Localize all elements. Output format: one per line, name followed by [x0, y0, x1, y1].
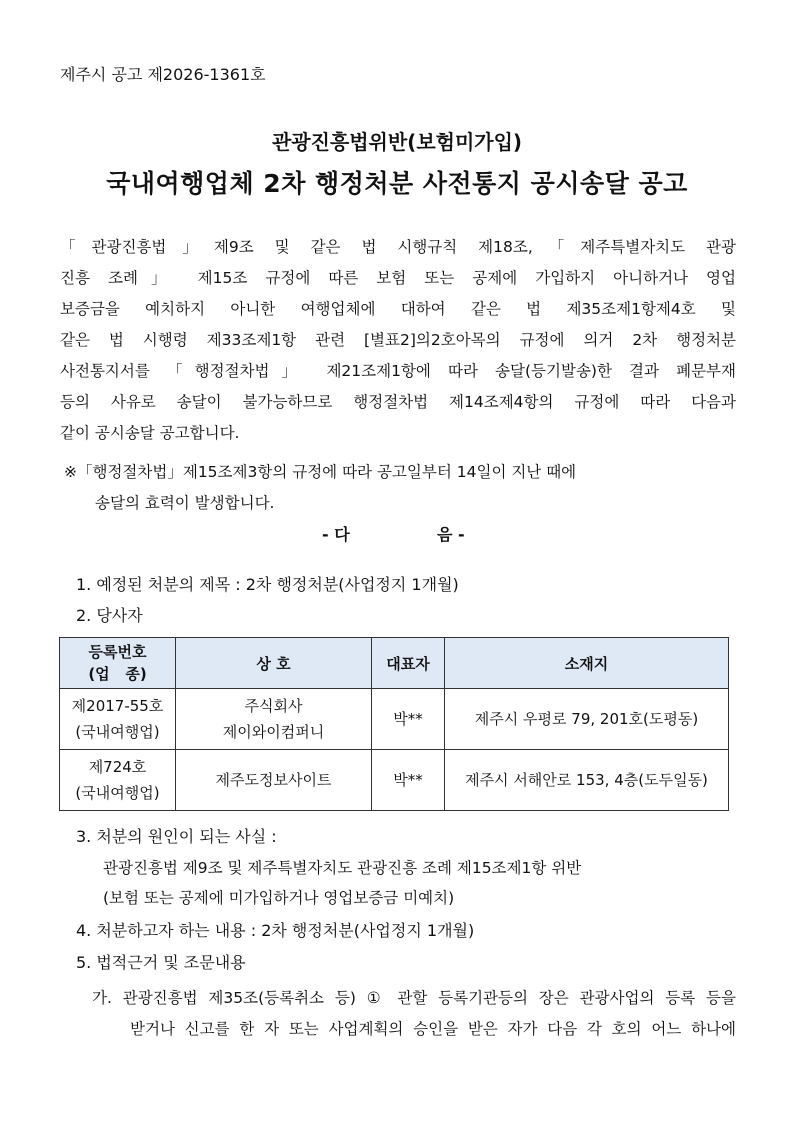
dagum-right: 음 - [437, 525, 465, 544]
header-registration-line2: (업 종) [88, 665, 147, 683]
cell-registration [60, 689, 176, 750]
cell-registration [60, 750, 176, 811]
header-address: 소재지 [445, 638, 729, 689]
item-3-cause: 3. 처분의 원인이 되는 사실 : [76, 827, 277, 846]
note-line: 송달의 효력이 발생합니다. [95, 494, 275, 512]
item-4-content: 4. 처분하고자 하는 내용 : 2차 행정처분(사업정지 1개월) [76, 921, 475, 940]
body-line: 등의 사유로 송달이 불가능하므로 행정절차법 제14조제4항의 규정에 따라 다음과 [60, 393, 736, 411]
body-line: 보증금을 예치하지 아니한 여행업체에 대하여 같은 법 제35조제1항제4호 및 [60, 300, 736, 318]
legal-basis-text [92, 983, 736, 1045]
note-line: ※「행정절차법」제15조제3항의 규정에 따라 공고일부터 14일이 지난 때에 [64, 463, 577, 481]
dagum-left: - 다 [322, 525, 350, 544]
table-row [60, 689, 729, 750]
business-type: (국내여행업) [75, 723, 160, 741]
item-2-parties: 2. 당사자 [76, 606, 143, 625]
business-name-line2: 제이와이컴퍼니 [222, 723, 325, 741]
body-line: 「관광진흥법」제9조 및 같은 법 시행규칙 제18조,「제주특별자치도 관광 [60, 238, 736, 256]
page-title: 국내여행업체 2차 행정처분 사전통지 공시송달 공고 [106, 169, 688, 198]
law-line: 가. 관광진흥법 제35조(등록취소 등) ① 관할 등록기관등의 장은 관광사업의 등록 등을 [92, 989, 736, 1007]
title-subheading: 관광진흥법위반(보험미가입) [271, 130, 523, 154]
table-header-row [60, 638, 729, 689]
header-business-name: 상 호 [176, 638, 372, 689]
item-3-detail-line1: 관광진흥법 제9조 및 제주특별자치도 관광진흥 조례 제15조제1항 위반 [103, 859, 582, 877]
item-5-legal-basis: 5. 법적근거 및 조문내용 [76, 953, 246, 972]
cell-representative: 박** [372, 750, 445, 811]
body-line: 같은 법 시행령 제33조제1항 관련 [별표2]의2호아목의 규정에 의거 2차 행정처분 [60, 331, 736, 349]
notice-number: 제주시 공고 제2026-1361호 [60, 65, 266, 84]
body-line: 사전통지서를 「행정절차법」 제21조제1항에 따라 송달(등기발송)한 결과 폐문부재 [60, 362, 736, 380]
item-3-detail-line2: (보험 또는 공제에 미가입하거나 영업보증금 미예치) [103, 889, 455, 907]
header-registration-line1: 등록번호 [88, 643, 147, 661]
business-name-line1: 제주도정보사이트 [215, 771, 332, 789]
body-line: 진흥 조례」 제15조 규정에 따른 보험 또는 공제에 가입하지 아니하거나 영업 [60, 269, 736, 287]
registration-number: 제2017-55호 [71, 697, 164, 715]
header-representative: 대표자 [372, 638, 445, 689]
registration-number: 제724호 [88, 758, 147, 776]
notice-body [60, 232, 736, 449]
cell-address: 제주시 우평로 79, 201호(도평동) [445, 689, 729, 750]
item-1-title: 1. 예정된 처분의 제목 : 2차 행정처분(사업정지 1개월) [76, 575, 459, 594]
cell-business-name [176, 750, 372, 811]
body-line: 같이 공시송달 공고합니다. [60, 424, 240, 442]
header-registration [60, 638, 176, 689]
cell-business-name [176, 689, 372, 750]
effect-note [60, 457, 736, 519]
table-row [60, 750, 729, 811]
cell-representative: 박** [372, 689, 445, 750]
parties-table [59, 637, 729, 811]
business-name-line1: 주식회사 [244, 697, 303, 715]
cell-address: 제주시 서해안로 153, 4층(도두일동) [445, 750, 729, 811]
law-line: 받거나 신고를 한 자 또는 사업계획의 승인을 받은 자가 다음 각 호의 어느 하나에 [130, 1020, 736, 1038]
business-type: (국내여행업) [75, 784, 160, 802]
